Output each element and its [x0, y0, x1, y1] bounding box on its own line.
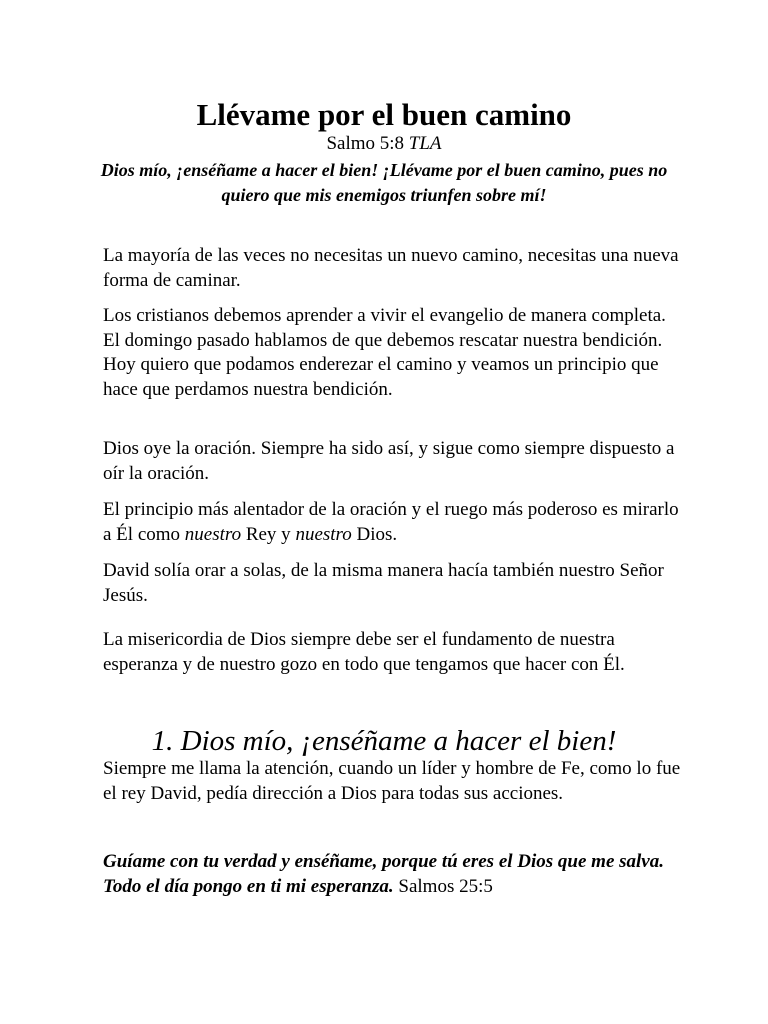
- key-verse: Dios mío, ¡enséñame a hacer el bien! ¡Llévame por el buen camino, pues no quiero que mis enemigos triunfen sobre mí!: [100, 160, 668, 205]
- paragraph-4-emphasis-1: nuestro: [184, 523, 242, 545]
- paragraph-3: Dios oye la oración. Siempre ha sido así, y sigue como siempre dispuesto a oír la oración.: [103, 438, 675, 484]
- paragraph-7: Siempre me llama la atención, cuando un líder y hombre de Fe, como lo fue el rey David, pedía dirección a Dios para todas sus acciones.: [103, 758, 681, 804]
- scripture-reference: [0, 132, 768, 156]
- scripture-quote: [103, 850, 683, 899]
- paragraph-2: Los cristianos debemos aprender a vivir el evangelio de manera completa. El domingo pasado hablamos de que debemos rescatar nuestra bendición. Hoy quiero que podamos enderezar el camino y veamos un principio que hace que perdamos nuestra bendición.: [103, 305, 666, 400]
- reference-book: Salmo 5:8: [326, 133, 405, 154]
- paragraph-4: [103, 498, 683, 547]
- section-heading: 1. Dios mío, ¡enséñame a hacer el bien!: [151, 725, 617, 757]
- paragraph-4-emphasis-2: nuestro: [295, 523, 352, 545]
- reference-version: TLA: [408, 133, 442, 154]
- quote-text: Guíame con tu verdad y enséñame, porque tú eres el Dios que me salva. Todo el día pongo en ti mi esperanza.: [103, 851, 664, 897]
- paragraph-5: David solía orar a solas, de la misma manera hacía también nuestro Señor Jesús.: [103, 560, 664, 606]
- document-title: Llévame por el buen camino: [196, 97, 572, 132]
- quote-citation: Salmos 25:5: [393, 875, 493, 897]
- paragraph-4-text-1: El principio más alentador de la oración y el ruego más poderoso es mirarlo a Él como: [103, 499, 679, 545]
- paragraph-6: La misericordia de Dios siempre debe ser el fundamento de nuestra esperanza y de nuestro gozo en todo que tengamos que hacer con Él.: [103, 629, 625, 675]
- paragraph-4-text-2: Rey y: [241, 523, 296, 545]
- paragraph-1: La mayoría de las veces no necesitas un nuevo camino, necesitas una nueva forma de caminar.: [103, 245, 679, 291]
- paragraph-4-text-3: Dios.: [351, 523, 398, 545]
